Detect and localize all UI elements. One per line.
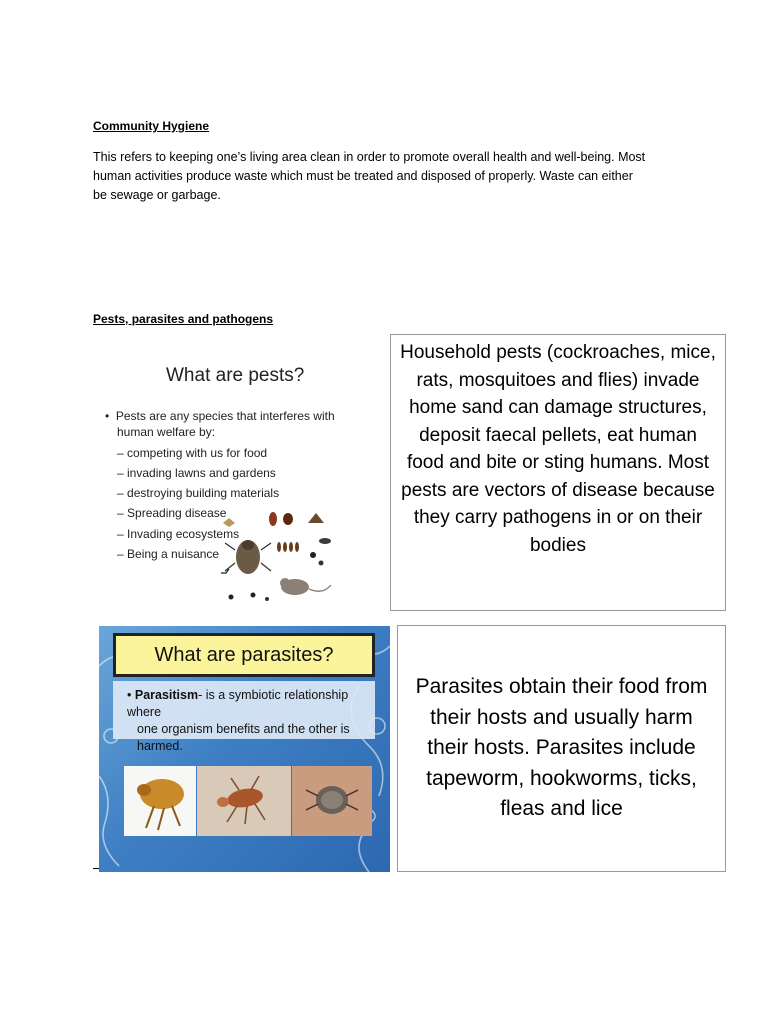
pests-info-line: pests are vectors of disease because bbox=[401, 479, 715, 501]
list-item: – Invading ecosystems bbox=[117, 526, 240, 541]
parasites-info-line: Parasites obtain their food from bbox=[415, 675, 708, 698]
beetle-icon bbox=[269, 512, 277, 526]
louse-photo bbox=[197, 766, 291, 836]
parasites-info-line: tapeworm, hookworms, ticks, bbox=[426, 766, 697, 790]
pests-info-line: food and bite or sting humans. Most bbox=[406, 452, 710, 473]
community-hygiene-heading: Community Hygiene bbox=[93, 119, 210, 133]
pests-info-line: Household pests (cockroaches, mice, bbox=[400, 342, 716, 363]
list-item: – destroying building materials bbox=[117, 486, 280, 501]
list-item: – Being a nuisance bbox=[117, 547, 220, 562]
list-item: – Spreading disease bbox=[117, 506, 227, 521]
community-hygiene-paragraph bbox=[93, 148, 693, 205]
fly-icon bbox=[319, 538, 331, 544]
parasites-info-box bbox=[397, 625, 726, 872]
pests-slide-title: What are pests? bbox=[166, 365, 305, 386]
parasites-info-text bbox=[416, 672, 708, 825]
anchor-mark bbox=[93, 868, 99, 869]
pests-info-line: home sand can damage structures, bbox=[409, 397, 707, 418]
parasites-slide-definition: • Parasitism- is a symbiotic relationship where one organism benefits and the other is harmed. bbox=[113, 681, 375, 739]
paragraph-line: human activities produce waste which must be treated and disposed of properly. Waste can either bbox=[93, 169, 633, 183]
tick-photo bbox=[292, 766, 372, 836]
bugs-icon bbox=[277, 542, 299, 552]
pests-info-line: they carry pathogens in or on their bbox=[413, 507, 703, 528]
pests-info-line: rats, mosquitoes and flies) invade bbox=[416, 369, 700, 391]
parasitism-term: Parasitism bbox=[134, 688, 199, 702]
paragraph-line: This refers to keeping one’s living area clean in order to promote overall health and well-being. Most bbox=[93, 150, 646, 164]
flea-icon bbox=[124, 766, 196, 836]
pests-info-box bbox=[390, 334, 726, 611]
parasites-info-line: their hosts and usually harm bbox=[430, 705, 693, 729]
louse-icon bbox=[197, 766, 291, 836]
parasites-slide-title: What are parasites? bbox=[113, 633, 375, 677]
flea-photo bbox=[124, 766, 196, 836]
list-item: • Pests are any species that interferes with bbox=[105, 409, 335, 423]
list-item: – competing with us for food bbox=[117, 445, 268, 460]
pests-illustration bbox=[213, 505, 343, 605]
parasites-info-line: their hosts. Parasites include bbox=[427, 736, 696, 759]
list-item: – invading lawns and gardens bbox=[117, 465, 276, 480]
paragraph-line: be sewage or garbage. bbox=[93, 188, 221, 202]
pests-info-line: deposit faecal pellets, eat human bbox=[419, 424, 697, 446]
parasites-info-line: fleas and lice bbox=[500, 797, 623, 820]
pests-info-line: bodies bbox=[529, 534, 586, 556]
moth-icon bbox=[223, 518, 235, 527]
pests-slide-image bbox=[93, 340, 343, 608]
pests-info-text bbox=[400, 339, 716, 559]
list-item: human welfare by: bbox=[117, 425, 216, 440]
tick-icon bbox=[292, 766, 372, 836]
grasshopper-icon bbox=[308, 513, 324, 523]
ant-icon bbox=[229, 595, 234, 600]
pests-section-heading: Pests, parasites and pathogens bbox=[93, 312, 274, 326]
parasites-slide-image bbox=[99, 626, 390, 872]
